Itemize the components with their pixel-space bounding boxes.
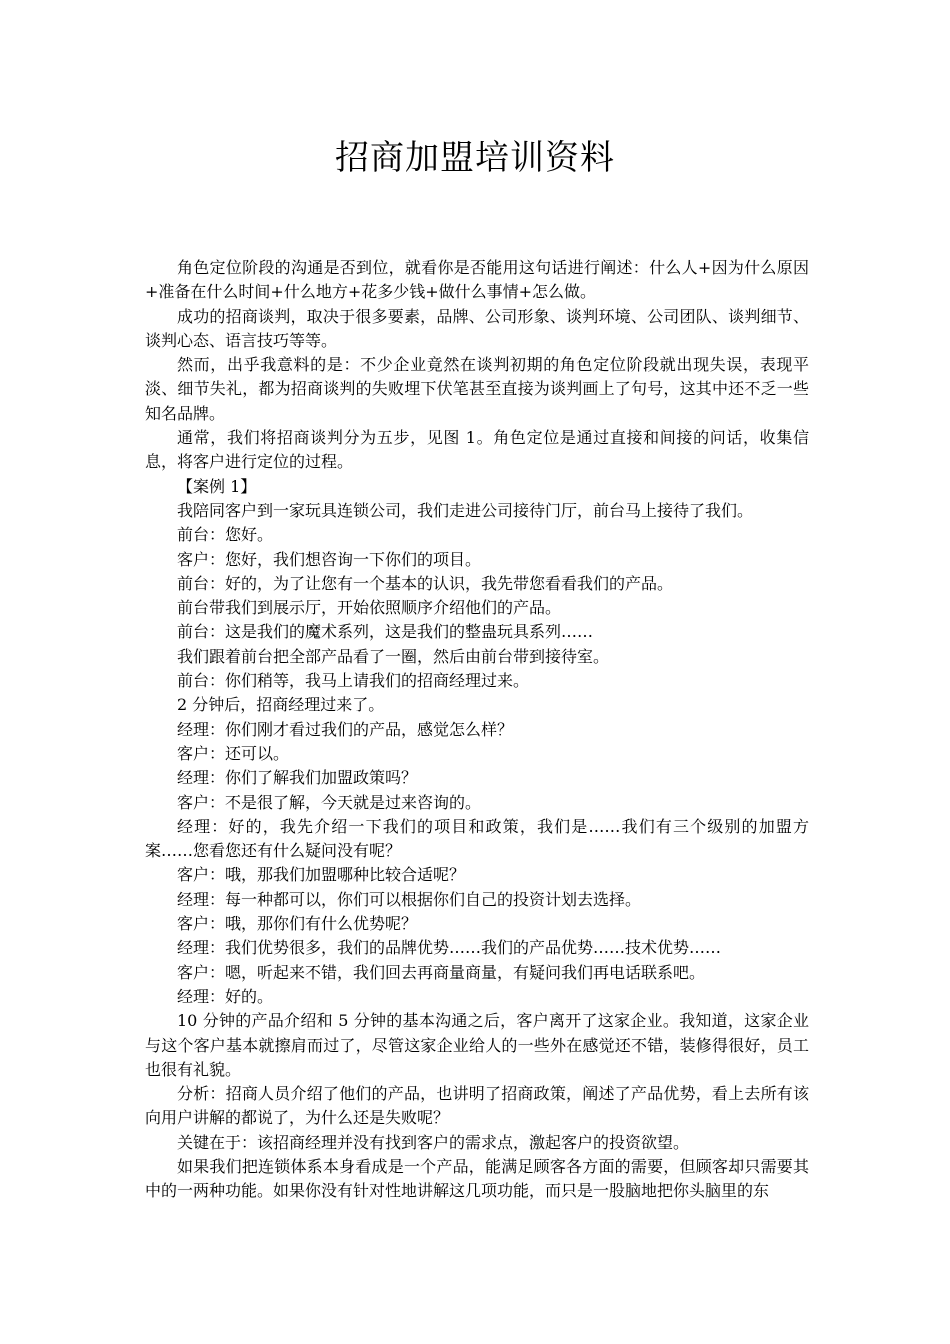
body-paragraph: 客户：哦，那你们有什么优势呢？ bbox=[177, 914, 418, 934]
body-paragraph: 经理：你们了解我们加盟政策吗？ bbox=[177, 768, 418, 788]
body-paragraph: 成功的招商谈判，取决于很多要素，品牌、公司形象、谈判环境、公司团队、谈判细节、谈判心态、语言技巧等等。 bbox=[145, 306, 809, 350]
body-paragraph: 如果我们把连锁体系本身看成是一个产品，能满足顾客各方面的需要，但顾客却只需要其中的一两种功能。如果你没有针对性地讲解这几项功能，而只是一股脑地把你头脑里的东 bbox=[145, 1156, 809, 1201]
body-paragraph: 经理：每一种都可以，你们可以根据你们自己的投资计划去选择。 bbox=[177, 889, 642, 909]
body-paragraph: 前台带我们到展示厅，开始依照顺序介绍他们的产品。 bbox=[177, 598, 562, 618]
body-paragraph: 10 分钟的产品介绍和 5 分钟的基本沟通之后，客户离开了这家企业。我知道，这家企业与这个客户基本就擦肩而过了，尽管这家企业给人的一些外在感觉还不错，装修得很好，员工也很有礼貌。 bbox=[145, 1011, 809, 1079]
document-title: 招商加盟培训资料 bbox=[335, 138, 615, 178]
body-paragraph: 客户：哦，那我们加盟哪种比较合适呢？ bbox=[177, 865, 466, 885]
body-paragraph: 前台：这是我们的魔术系列，这是我们的整蛊玩具系列…… bbox=[177, 622, 594, 642]
body-paragraph: 关键在于：该招商经理并没有找到客户的需求点，激起客户的投资欲望。 bbox=[177, 1132, 690, 1152]
body-paragraph: 【案例 1】 bbox=[177, 476, 257, 496]
body-paragraph: 前台：好的，为了让您有一个基本的认识，我先带您看看我们的产品。 bbox=[177, 573, 674, 593]
body-paragraph: 经理：好的，我先介绍一下我们的项目和政策，我们是……我们有三个级别的加盟方案……您看您还有什么疑问没有呢？ bbox=[145, 816, 809, 861]
body-paragraph: 经理：我们优势很多，我们的品牌优势……我们的产品优势……技术优势…… bbox=[177, 938, 722, 958]
body-paragraph: 经理：你们刚才看过我们的产品，感觉怎么样？ bbox=[177, 719, 514, 739]
document-body bbox=[145, 256, 809, 1204]
body-paragraph: 前台：您好。 bbox=[177, 525, 274, 545]
body-paragraph: 经理：好的。 bbox=[177, 986, 274, 1006]
body-paragraph: 我们跟着前台把全部产品看了一圈，然后由前台带到接待室。 bbox=[177, 646, 610, 666]
body-paragraph: 通常，我们将招商谈判分为五步，见图 1。角色定位是通过直接和间接的问话，收集信息，将客户进行定位的过程。 bbox=[145, 428, 809, 472]
body-paragraph: 客户：不是很了解，今天就是过来咨询的。 bbox=[177, 792, 482, 812]
body-paragraph: 然而，出乎我意料的是：不少企业竟然在谈判初期的角色定位阶段就出现失误，表现平淡、细节失礼，都为招商谈判的失败埋下伏笔甚至直接为谈判画上了句号，这其中还不乏一些知名品牌。 bbox=[145, 355, 809, 423]
body-paragraph: 2 分钟后，招商经理过来了。 bbox=[177, 695, 385, 715]
body-paragraph: 分析：招商人员介绍了他们的产品，也讲明了招商政策，阐述了产品优势，看上去所有该向用户讲解的都说了，为什么还是失败呢？ bbox=[145, 1084, 809, 1128]
body-paragraph: 客户：您好，我们想咨询一下你们的项目。 bbox=[177, 549, 482, 569]
body-paragraph: 角色定位阶段的沟通是否到位，就看你是否能用这句话进行阐述：什么人+因为什么原因+准备在什么时间+什么地方+花多少钱+做什么事情+怎么做。 bbox=[145, 258, 809, 302]
body-paragraph: 客户：还可以。 bbox=[177, 743, 290, 763]
body-paragraph: 我陪同客户到一家玩具连锁公司，我们走进公司接待门厅，前台马上接待了我们。 bbox=[177, 500, 754, 520]
body-paragraph: 前台：你们稍等，我马上请我们的招商经理过来。 bbox=[177, 671, 530, 691]
body-paragraph: 客户：嗯，听起来不错，我们回去再商量商量，有疑问我们再电话联系吧。 bbox=[177, 962, 706, 982]
